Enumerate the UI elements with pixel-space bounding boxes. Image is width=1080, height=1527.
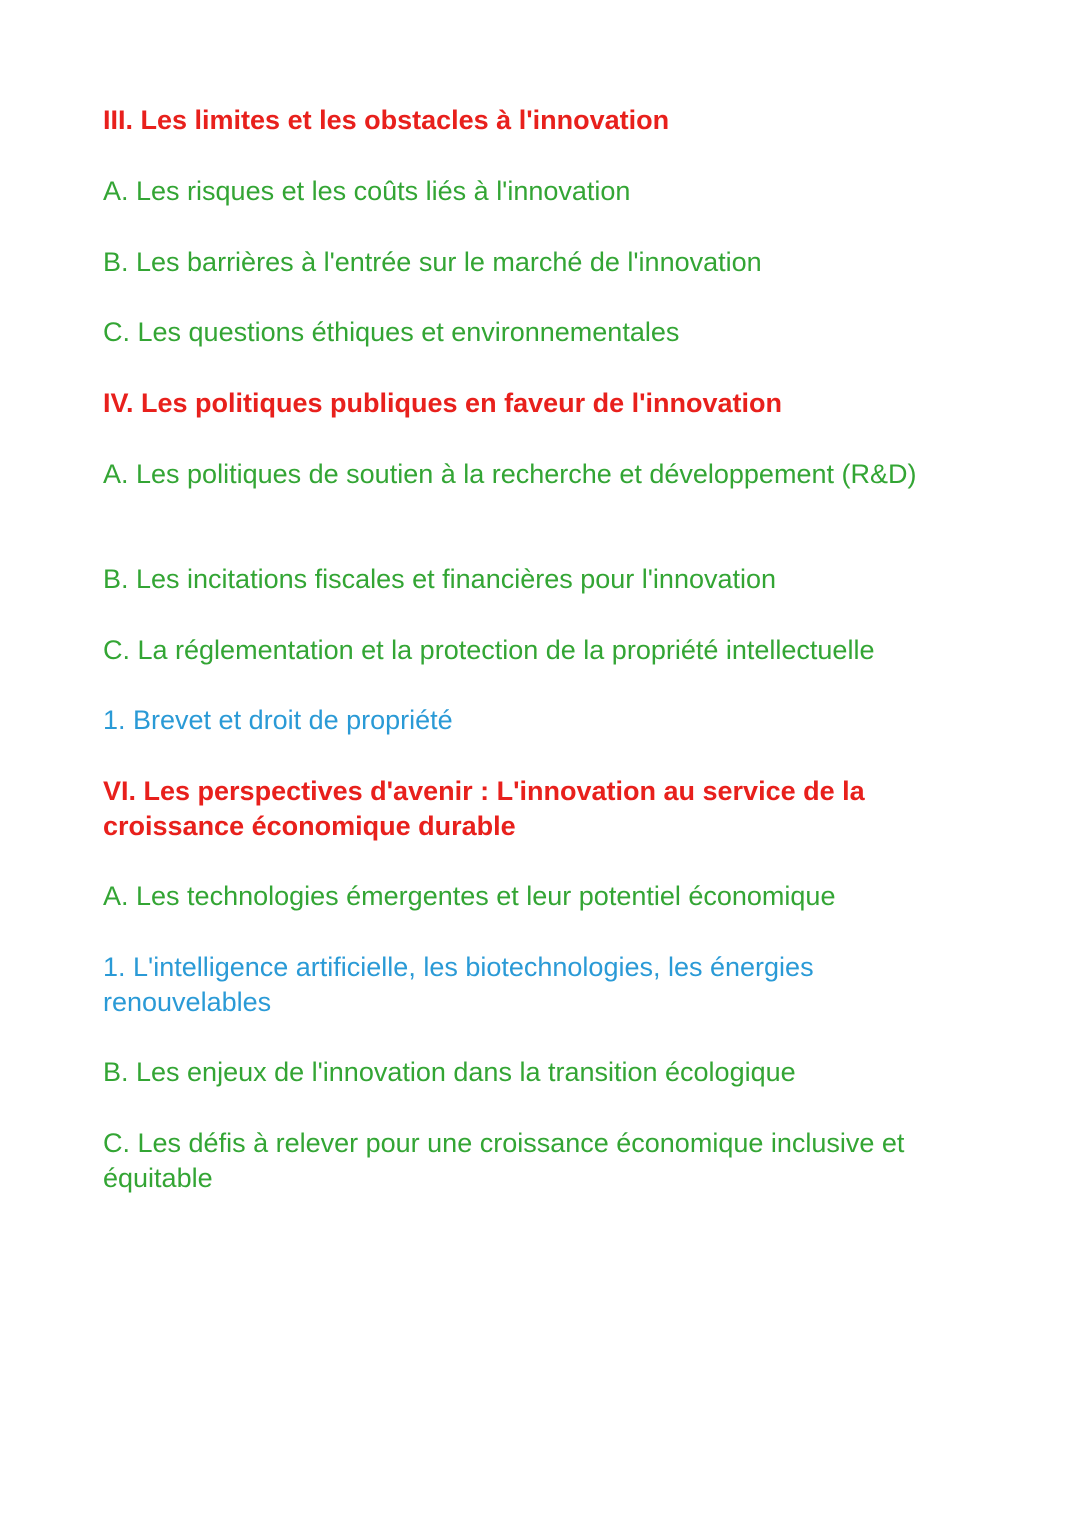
- subheading-iv-b: B. Les incitations fiscales et financières pour l'innovation: [103, 564, 777, 594]
- subheading-iii-a: A. Les risques et les coûts liés à l'innovation: [103, 176, 631, 206]
- subheading-vi-b: B. Les enjeux de l'innovation dans la transition écologique: [103, 1057, 796, 1087]
- subheading-iv-c: C. La réglementation et la protection de la propriété intellectuelle: [103, 635, 875, 665]
- section-heading-iv: IV. Les politiques publiques en faveur de l'innovation: [103, 388, 783, 418]
- subheading-iii-b: B. Les barrières à l'entrée sur le marché de l'innovation: [103, 247, 762, 277]
- subheading-iii-c: C. Les questions éthiques et environnementales: [103, 317, 680, 347]
- section-heading-iii: III. Les limites et les obstacles à l'innovation: [103, 105, 670, 135]
- subheading-vi-a: A. Les technologies émergentes et leur potentiel économique: [103, 881, 836, 911]
- subsubheading-iv-c-1: 1. Brevet et droit de propriété: [103, 705, 453, 735]
- subheading-iv-a: A. Les politiques de soutien à la recherche et développement (R&D): [103, 459, 917, 489]
- subheading-vi-c: C. Les défis à relever pour une croissance économique inclusive et équitable: [103, 1128, 905, 1193]
- section-heading-vi: VI. Les perspectives d'avenir : L'innovation au service de la croissance économique durable: [103, 776, 865, 841]
- subsubheading-vi-a-1: 1. L'intelligence artificielle, les biotechnologies, les énergies renouvelables: [103, 952, 814, 1017]
